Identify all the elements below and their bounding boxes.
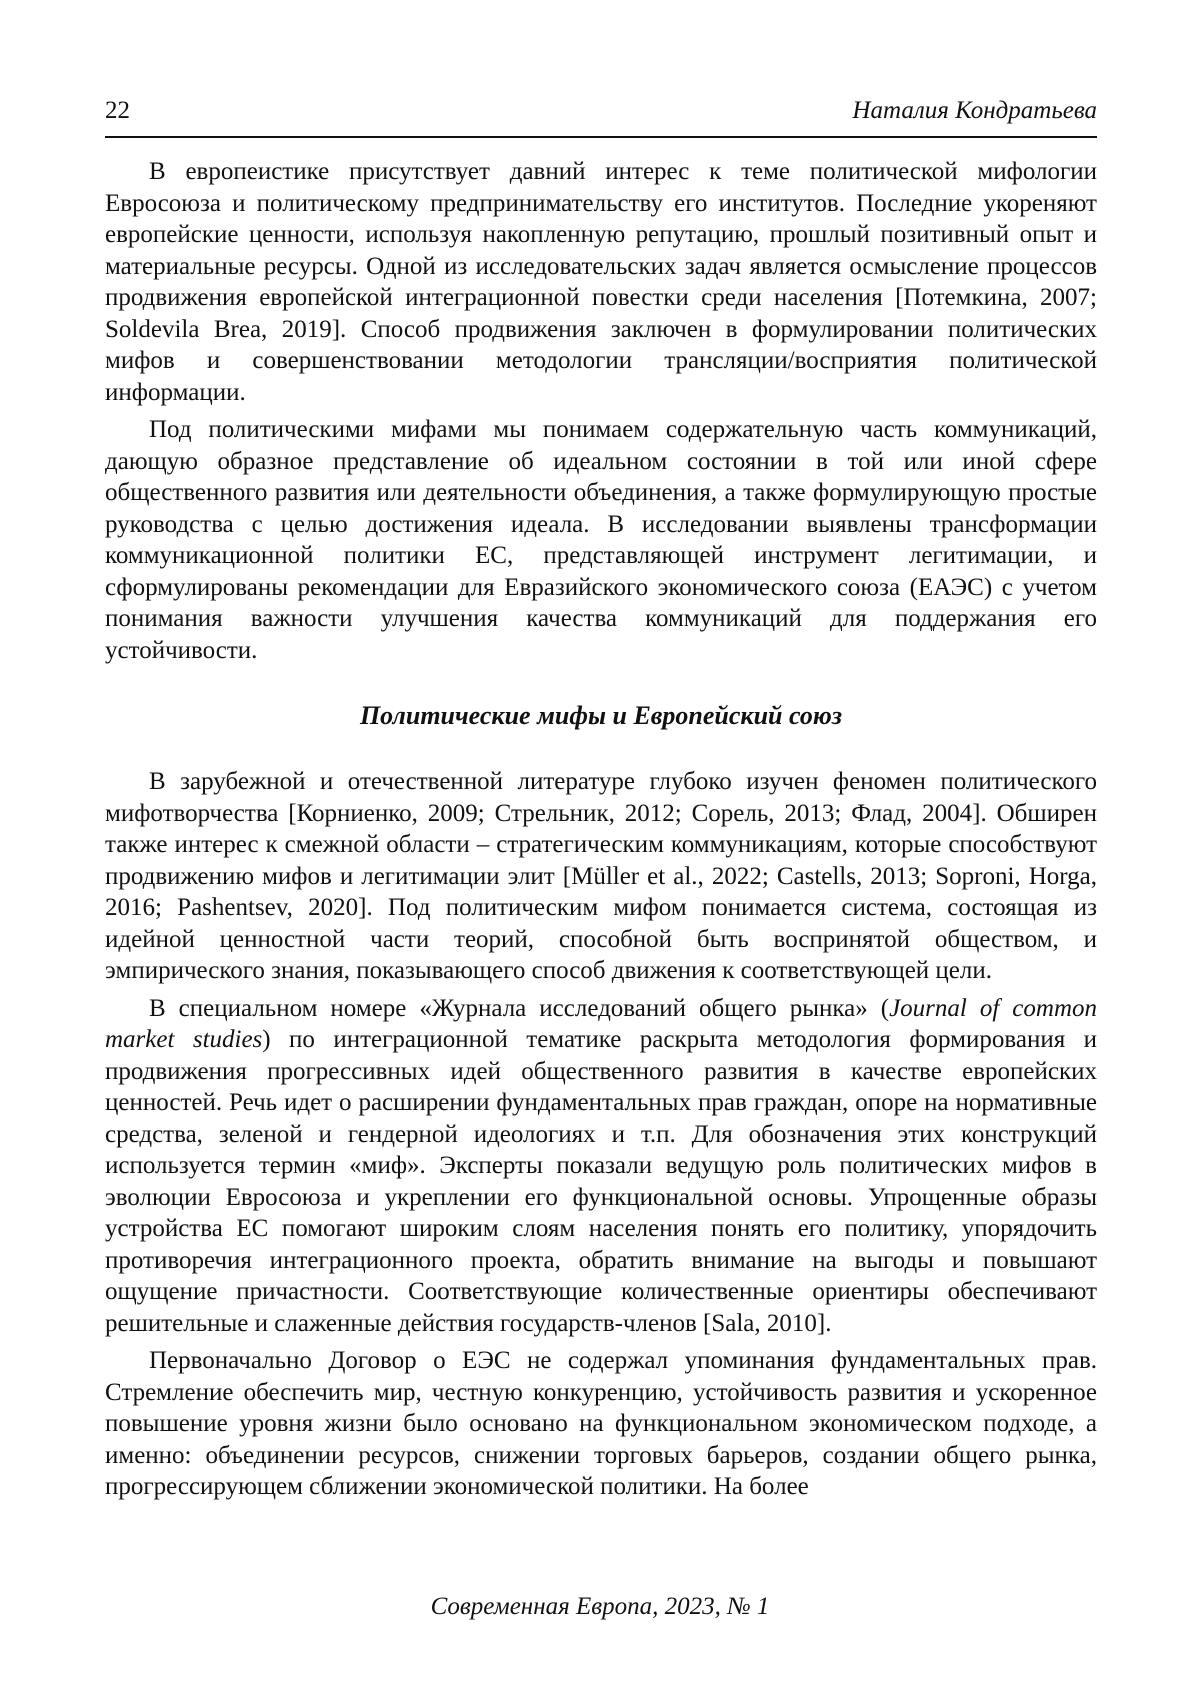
- page-number: 22: [105, 97, 130, 124]
- paragraph: Под политическими мифами мы понимаем содержательную часть коммуникаций, дающую образное представление об идеальном состоянии в той или иной сфере общественного развития или деятельности объединения, а также формулирующую простые руководства с целью достижения идеала. В исследовании выявлены трансформации коммуникационной политики ЕС, представляющей инструмент легитимации, и сформулированы рекомендации для Евразийского экономического союза (ЕАЭС) с учетом понимания важности улучшения качества коммуникаций для поддержания его устойчивости.: [105, 416, 1097, 664]
- journal-title: Journal of common market studies: [105, 994, 1097, 1053]
- running-header: [105, 96, 1097, 138]
- paragraph-text: В специальном номере «Журнала исследований общего рынка» (: [149, 994, 890, 1022]
- paragraph: В европеистике присутствует давний интерес к теме политической мифологии Евросоюза и политическому предпринимательству его институтов. Последние укореняют европейские ценности, используя накопленную репутацию, прошлый позитивный опыт и материальные ресурсы. Одной из исследовательских задач является осмысление процессов продвижения европейской интеграционной повестки среди населения [Потемкина, 2007; Soldevila Brea, 2019]. Способ продвижения заключен в формулировании политических мифов и совершенствовании методологии трансляции/восприятия политической информации.: [105, 158, 1097, 406]
- paragraph: В зарубежной и отечественной литературе глубоко изучен феномен политического мифотворчества [Корниенко, 2009; Стрельник, 2012; Сорель, 2013; Флад, 2004]. Обширен также интерес к смежной области – стратегическим коммуникациям, которые способствуют продвижению мифов и легитимации элит [Müller et al., 2022; Castells, 2013; Soproni, Horga, 2016; Pashentsev, 2020]. Под политическим мифом понимается система, состоящая из идейной ценностной части теорий, способной быть воспринятой обществом, и эмпирического знания, показывающего способ движения к соответствующей цели.: [105, 768, 1097, 984]
- page-content: [105, 96, 1097, 1509]
- paragraph: Первоначально Договор о ЕЭС не содержал упоминания фундаментальных прав. Стремление обеспечить мир, честную конкуренцию, устойчивость развития и ускоренное повышение уровня жизни было основано на функциональном экономическом подходе, а именно: объединении ресурсов, снижении торговых барьеров, создании общего рынка, прогрессирующем сближении экономической политики. На более: [105, 1347, 1097, 1500]
- paragraph: [105, 993, 1097, 1340]
- running-footer: Современная Европа, 2023, № 1: [430, 1593, 770, 1620]
- paragraph-text: ) по интеграционной тематике раскрыта методология формирования и продвижения прогрессивных идей общественного развития в качестве европейских ценностей. Речь идет о расширении фундаментальных прав граждан, опоре на нормативные средства, зеленой и гендерной идеологиях и т.п. Для обозначения этих конструкций используется термин «миф». Эксперты показали ведущую роль политических мифов в эволюции Евросоюза и укреплении его функциональной основы. Упрощенные образы устройства ЕС помогают широким слоям населения понять его политику, упорядочить противоречия интеграционного проекта, обратить внимание на выгоды и повышают ощущение причастности. Соответствующие количественные ориентиры обеспечивают решительные и слаженные действия государств-членов [Sala, 2010].: [105, 1026, 1097, 1337]
- article-body: [105, 156, 1097, 1503]
- section-heading: Политические мифы и Европейский союз: [359, 701, 843, 730]
- running-author: Наталия Кондратьева: [852, 97, 1097, 124]
